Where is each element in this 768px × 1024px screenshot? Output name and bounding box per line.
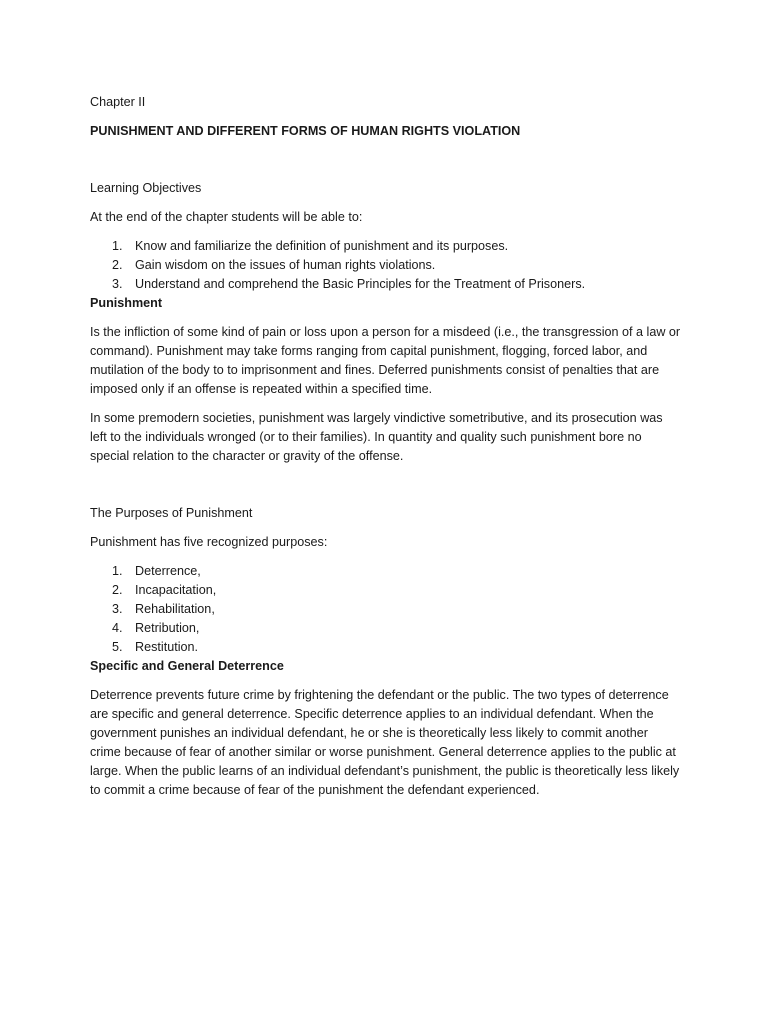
list-item-text: Restitution. xyxy=(135,640,198,654)
list-item-text: Understand and comprehend the Basic Principles for the Treatment of Prisoners. xyxy=(135,277,586,291)
list-item-number: 2. xyxy=(112,583,123,597)
purposes-intro: Punishment has five recognized purposes: xyxy=(90,535,328,549)
deterrence-heading: Specific and General Deterrence xyxy=(90,659,284,673)
chapter-title: PUNISHMENT AND DIFFERENT FORMS OF HUMAN RIGHTS VIOLATION xyxy=(90,124,521,138)
list-item-number: 1. xyxy=(112,239,123,253)
list-item xyxy=(90,275,682,294)
purposes-heading: The Purposes of Punishment xyxy=(90,506,253,520)
list-item xyxy=(90,619,682,638)
chapter-label: Chapter II xyxy=(90,95,146,109)
list-item-number: 5. xyxy=(112,640,123,654)
list-item-number: 2. xyxy=(112,258,123,272)
punishment-paragraph-1: Is the infliction of some kind of pain or loss upon a person for a misdeed (i.e., the transgression of a law or command). Punishment may take forms ranging from capital punishment, flogging, forced labor, and mutilation of the body to to imprisonment and fines. Deferred punishments consist of penalties that are imposed only if an offense is repeated within a specified time. xyxy=(90,325,681,396)
list-item-text: Deterrence, xyxy=(135,564,201,578)
punishment-paragraph-2: In some premodern societies, punishment was largely vindictive sometributive, and its prosecution was left to the individuals wronged (or to their families). In quantity and quality such punishment bore no special relation to the character or gravity of the offense. xyxy=(90,411,663,463)
list-item-number: 3. xyxy=(112,277,123,291)
list-item xyxy=(90,581,682,600)
list-item xyxy=(90,256,682,275)
page-content xyxy=(90,93,682,810)
punishment-heading: Punishment xyxy=(90,296,163,310)
learning-objectives-list xyxy=(90,237,682,294)
purposes-list xyxy=(90,562,682,657)
list-item xyxy=(90,237,682,256)
learning-objectives-intro: At the end of the chapter students will be able to: xyxy=(90,210,363,224)
list-item-text: Gain wisdom on the issues of human rights violations. xyxy=(135,258,436,272)
list-item-text: Retribution, xyxy=(135,621,200,635)
deterrence-paragraph: Deterrence prevents future crime by frightening the defendant or the public. The two types of deterrence are specific and general deterrence. Specific deterrence applies to an individual defendant. When the government punishes an individual defendant, he or she is theoretically less likely to commit another crime because of fear of another similar or worse punishment. General deterrence applies to the public at large. When the public learns of an individual defendant’s punishment, the public is theoretically less likely to commit a crime because of fear of the punishment the defendant experienced. xyxy=(90,688,680,797)
list-item xyxy=(90,562,682,581)
learning-objectives-heading: Learning Objectives xyxy=(90,181,202,195)
list-item xyxy=(90,638,682,657)
list-item-number: 3. xyxy=(112,602,123,616)
list-item xyxy=(90,600,682,619)
list-item-number: 1. xyxy=(112,564,123,578)
list-item-text: Incapacitation, xyxy=(135,583,217,597)
list-item-number: 4. xyxy=(112,621,123,635)
list-item-text: Know and familiarize the definition of punishment and its purposes. xyxy=(135,239,509,253)
list-item-text: Rehabilitation, xyxy=(135,602,215,616)
